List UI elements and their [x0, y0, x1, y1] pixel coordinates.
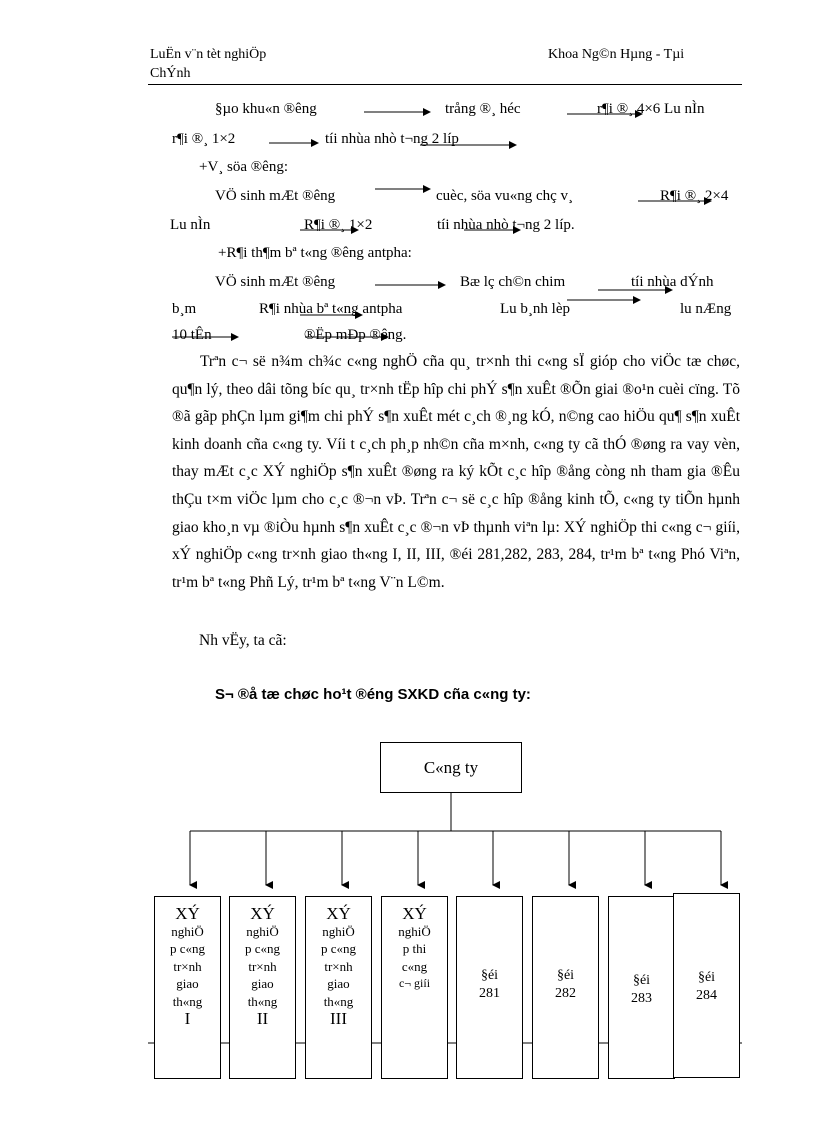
- header-left-line2: ChÝnh: [150, 66, 191, 81]
- flow-step: R¶i nhùa bª t«ng antpha: [259, 301, 403, 317]
- flow-step: tíi nhùa dÝnh: [631, 274, 714, 290]
- org-unit-box: XÝ nghiÖ p c«ng tr×nh giao th«ng III: [305, 896, 372, 1079]
- org-unit-box: §éi 282: [532, 896, 599, 1079]
- flow-step: trång ®¸ héc: [445, 101, 521, 117]
- flow-step: R¶i ®¸ 2×4: [660, 188, 729, 204]
- flow-step: §µo khu«n ®êng: [215, 101, 317, 117]
- org-unit-box: §éi 283: [608, 896, 675, 1079]
- org-unit-box: §éi 284: [673, 893, 740, 1078]
- org-unit-box: XÝ nghiÖ p c«ng tr×nh giao th«ng II: [229, 896, 296, 1079]
- body-paragraph: Trªn c¬ së n¾m ch¾c c«ng nghÖ cña qu¸ tr×nh thi c«ng sÏ gióp cho viÖc tæ chøc, qu¶n lý, theo dâi tõng bíc qu¸ tr×nh tËp hîp chi phÝ s¶n xuÊt ®Õn giai ®o¹n cuèi cïng. Tõ ®ã gãp phÇn lµm gi¶m chi phÝ s¶n xuÊt mét c¸ch ®¸ng kÓ, n©ng cao hiÖu qu¶ s¶n xuÊt kinh doanh cña c«ng ty. Víi t c¸ch ph¸p nh©n cña m×nh, c«ng ty cã thÓ ®øng ra vay vèn, thay mÆt c¸c XÝ nghiÖp s¶n xuÊt ®øng ra ký kÕt c¸c hîp ®ång còng nh tham gia ®Êu thÇu t×m viÖc lµm cho c¸c ®¬n vÞ. Trªn c¬ së c¸c hîp ®ång kinh tÕ, c«ng ty tiÕn hµnh giao kho¸n vµ ®iÒu hµnh s¶n xuÊt c¸c ®¬n vÞ thµnh viªn lµ: XÝ nghiÖp thi c«ng c¬ giíi, xÝ nghiÖp c«ng tr×nh giao th«ng I, II, III, ®éi 281,282, 283, 284, tr¹m bª t«ng Phó Viªn, tr¹m bª t«ng Phñ Lý, tr¹m bª t«ng V¨n L©m.: [172, 353, 740, 591]
- org-root-label: C«ng ty: [423, 758, 479, 777]
- flow-step: lu nÆng: [680, 301, 732, 317]
- flow-heading: +R¶i th¶m bª t«ng ®êng antpha:: [218, 245, 412, 261]
- flow-step: Lu b¸nh lèp: [500, 301, 570, 317]
- flow-step: Bæ lç ch©n chim: [460, 274, 566, 290]
- org-chart-title: S¬ ®å tæ chøc ho¹t ®éng SXKD cña c«ng ty:: [215, 686, 531, 703]
- flow-step: cuèc, söa vu«ng chç v¸: [436, 188, 574, 204]
- flow-step: VÖ sinh mÆt ®êng: [215, 188, 336, 204]
- flow-step: 10 tÊn: [172, 327, 212, 343]
- flow-step: Lu nÌn: [170, 217, 211, 233]
- flow-step: R¶i ®¸ 1×2: [304, 217, 373, 233]
- org-root-box: [380, 742, 522, 793]
- org-unit-box: §éi 281: [456, 896, 523, 1079]
- org-unit-box: XÝ nghiÖ p thi c«ng c¬ giíi: [381, 896, 448, 1079]
- flow-step: r¶i ®¸ 4×6 Lu nÌn: [597, 101, 705, 117]
- flow-step: r¶i ®¸ 1×2: [172, 131, 236, 147]
- org-unit-box: XÝ nghiÖ p c«ng tr×nh giao th«ng I: [154, 896, 221, 1079]
- flow-step: VÖ sinh mÆt ®êng: [215, 274, 336, 290]
- closing-line: Nh vËy, ta cã:: [199, 632, 287, 649]
- flow-step: ®Ëp mÐp ®êng.: [304, 327, 407, 343]
- flow-step: tíi nhùa nhò t¬ng 2 líp.: [437, 217, 575, 233]
- header-left-line1: LuËn v¨n tèt nghiÖp: [150, 47, 267, 62]
- flow-heading: +V¸ söa ®êng:: [199, 159, 289, 175]
- header-right: Khoa Ng©n Hµng - Tµi: [548, 47, 685, 62]
- flow-step: tíi nhùa nhò t¬ng 2 líp: [325, 131, 459, 147]
- flow-step: b¸m: [172, 301, 197, 317]
